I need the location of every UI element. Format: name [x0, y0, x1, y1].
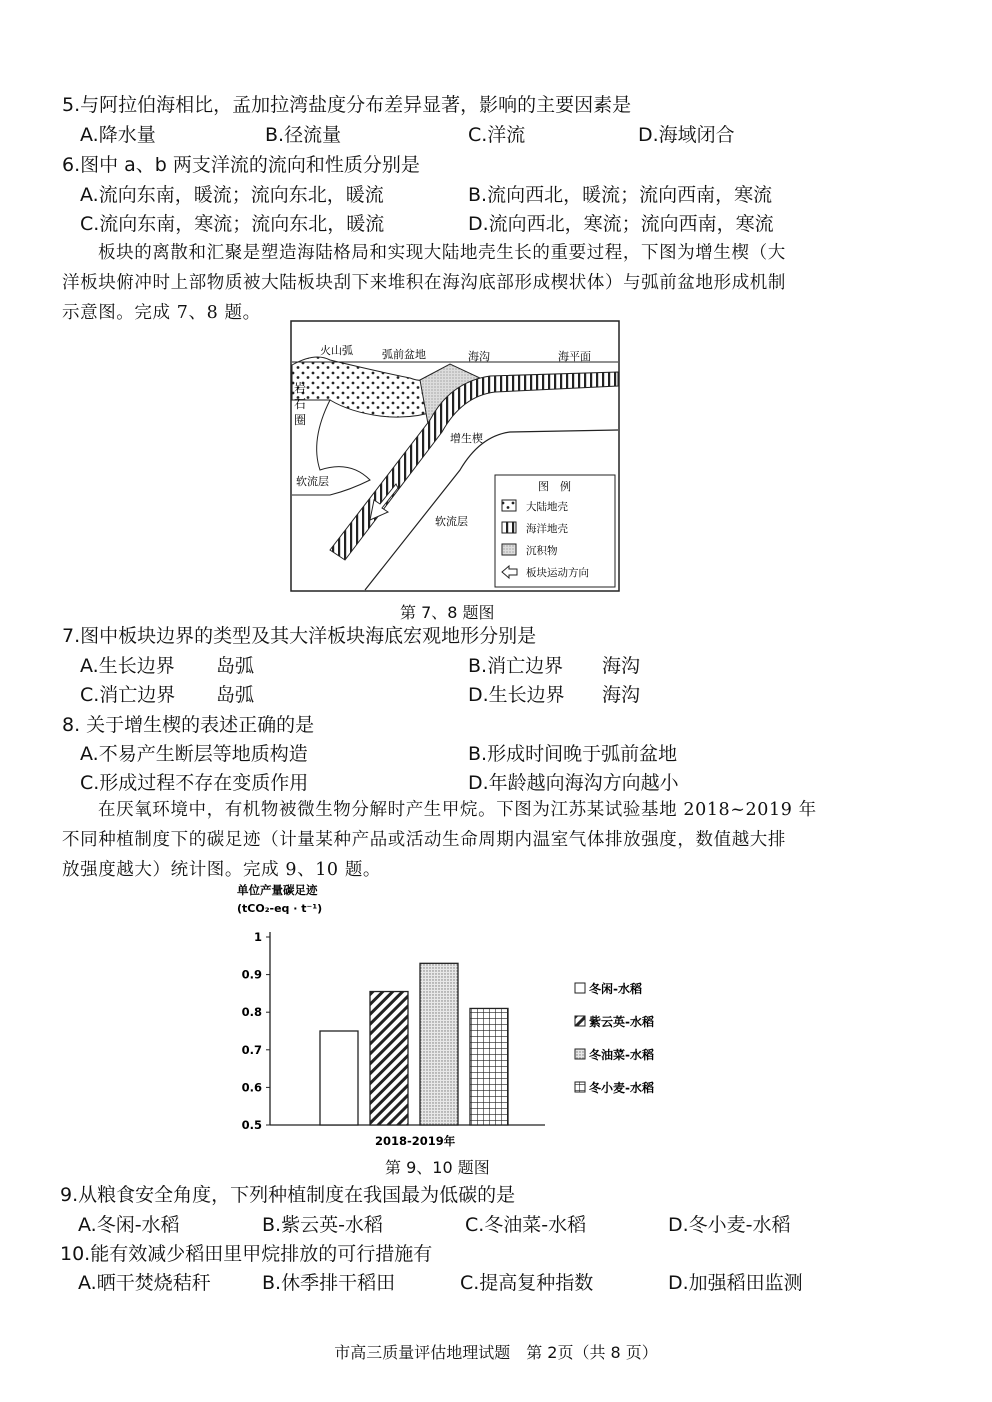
q7-b-landform: 海沟	[602, 655, 641, 677]
q7-option-a[interactable]	[80, 651, 255, 678]
q5-option-c[interactable]: C.洋流	[468, 124, 526, 146]
bar-2	[370, 992, 408, 1125]
bar-3	[420, 963, 458, 1125]
q6-option-c[interactable]: C.流向东南，寒流；流向东北，暖流	[80, 213, 385, 235]
legend-swatch-sediment	[502, 544, 516, 555]
intro-9-10-line: 放强度越大）统计图。完成 9、10 题。	[62, 860, 382, 880]
question-9-stem: 9.从粮食安全角度，下列种植制度在我国最为低碳的是	[60, 1184, 516, 1206]
intro-7-8-line: 板块的离散和汇聚是塑造海陆格局和实现大陆地壳生长的重要过程，下图为增生楔（大	[98, 243, 786, 263]
question-10-stem: 10.能有效减少稻田里甲烷排放的可行措施有	[60, 1243, 433, 1265]
q8-option-d[interactable]: D.年龄越向海沟方向越小	[468, 772, 679, 794]
y-tick-label: 0.5	[241, 1118, 262, 1132]
legend-label: 冬闲-水稻	[589, 982, 642, 996]
q6-option-b[interactable]: B.流向西北，暖流；流向西南，寒流	[468, 184, 773, 206]
chart-bars	[320, 963, 508, 1125]
q5-option-d[interactable]: D.海域闭合	[638, 124, 735, 146]
label-sea-level: 海平面	[558, 350, 591, 363]
legend-swatch	[575, 1049, 585, 1059]
legend-swatch	[575, 1016, 585, 1026]
q7-option-c[interactable]	[80, 680, 255, 707]
q9-option-b[interactable]: B.紫云英-水稻	[262, 1214, 383, 1236]
intro-7-8	[62, 238, 862, 328]
q9-option-a[interactable]: A.冬闲-水稻	[78, 1214, 180, 1236]
label-forearc-basin: 弧前盆地	[382, 348, 426, 361]
intro-9-10-line: 不同种植制度下的碳足迹（计量某种产品或活动生命周期内温室气体排放强度，数值越大排	[62, 830, 786, 850]
question-7-stem: 7.图中板块边界的类型及其大洋板块海底宏观地形分别是	[62, 625, 537, 647]
legend-item: 板块运动方向	[526, 567, 589, 579]
q5-option-a[interactable]: A.降水量	[80, 124, 156, 146]
q6-option-a[interactable]: A.流向东南，暖流；流向东北，暖流	[80, 184, 384, 206]
q6-option-d[interactable]: D.流向西北，寒流；流向西南，寒流	[468, 213, 774, 235]
bar-1	[320, 1031, 358, 1125]
y-tick-label: 1	[253, 930, 262, 944]
legend-title: 图 例	[538, 480, 571, 493]
intro-7-8-line: 洋板块俯冲时上部物质被大陆板块刮下来堆积在海沟底部形成楔状体）与弧前盆地形成机制	[62, 273, 786, 293]
q9-option-c[interactable]: C.冬油菜-水稻	[465, 1214, 587, 1236]
chart-xlabel: 2018-2019年	[375, 1134, 456, 1148]
label-trench: 海沟	[468, 350, 490, 363]
q7-a-boundary: A.生长边界	[80, 655, 175, 677]
chart-legend	[575, 981, 654, 1095]
legend-item: 沉积物	[526, 545, 558, 557]
question-5-stem: 5.与阿拉伯海相比，孟加拉湾盐度分布差异显著，影响的主要因素是	[62, 94, 632, 116]
page-footer: 市高三质量评估地理试题 第 2页（共 8 页）	[334, 1343, 658, 1362]
legend-label: 冬油菜-水稻	[589, 1048, 654, 1062]
q8-option-a[interactable]: A.不易产生断层等地质构造	[80, 743, 308, 765]
diagram-caption: 第 7、8 题图	[400, 603, 495, 622]
q7-d-boundary: D.生长边界	[468, 684, 565, 706]
label-volcanic-arc: 火山弧	[320, 344, 353, 357]
label-accretionary-wedge: 增生楔	[450, 432, 483, 445]
legend-label: 冬小麦-水稻	[589, 1081, 654, 1095]
q7-a-landform: 岛弧	[216, 655, 255, 677]
intro-9-10	[62, 795, 862, 885]
q10-option-c[interactable]: C.提高复种指数	[460, 1272, 594, 1294]
question-8-stem: 8. 关于增生楔的表述正确的是	[62, 714, 315, 736]
legend-label: 紫云英-水稻	[589, 1015, 654, 1029]
question-6-stem: 6.图中 a、b 两支洋流的流向和性质分别是	[62, 154, 420, 176]
chart-caption: 第 9、10 题图	[385, 1158, 490, 1177]
carbon-footprint-chart	[225, 880, 695, 1150]
q8-option-b[interactable]: B.形成时间晚于弧前盆地	[468, 743, 678, 765]
label-asthenosphere-left: 软流层	[296, 475, 329, 488]
intro-7-8-line: 示意图。完成 7、8 题。	[62, 303, 261, 323]
q7-b-boundary: B.消亡边界	[468, 655, 564, 677]
q7-c-landform: 岛弧	[216, 684, 255, 706]
label-lithosphere: 岩	[294, 381, 307, 395]
q5-option-b[interactable]: B.径流量	[265, 124, 342, 146]
intro-9-10-line: 在厌氧环境中，有机物被微生物分解时产生甲烷。下图为江苏某试验基地 2018~2019 年	[98, 800, 817, 820]
bar-4	[470, 1008, 508, 1125]
chart-yunit: (tCO₂-eq · t⁻¹)	[237, 902, 323, 915]
subduction-diagram	[290, 320, 620, 592]
label-asthenosphere-right: 软流层	[435, 515, 468, 528]
y-tick-label: 0.6	[241, 1080, 262, 1095]
q10-option-a[interactable]: A.晒干焚烧秸秆	[78, 1272, 211, 1294]
y-tick-label: 0.9	[241, 967, 262, 982]
label-lithosphere: 石	[294, 397, 307, 411]
q10-option-b[interactable]: B.休季排干稻田	[262, 1272, 396, 1294]
q8-option-c[interactable]: C.形成过程不存在变质作用	[80, 772, 309, 794]
y-tick-label: 0.7	[241, 1042, 262, 1057]
label-lithosphere: 圈	[294, 413, 307, 427]
legend-swatch	[575, 983, 585, 993]
q7-option-b[interactable]	[468, 651, 641, 678]
legend-swatch-continental	[502, 500, 516, 511]
legend-swatch-oceanic	[502, 522, 516, 533]
legend-item: 大陆地壳	[526, 501, 568, 513]
q7-c-boundary: C.消亡边界	[80, 684, 176, 706]
q10-option-d[interactable]: D.加强稻田监测	[668, 1272, 803, 1294]
q7-d-landform: 海沟	[602, 684, 641, 706]
q9-option-d[interactable]: D.冬小麦-水稻	[668, 1214, 791, 1236]
legend-swatch	[575, 1082, 585, 1092]
q7-option-d[interactable]	[468, 680, 641, 707]
legend-item: 海洋地壳	[526, 523, 568, 535]
y-tick-label: 0.8	[241, 1005, 262, 1020]
chart-ylabel: 单位产量碳足迹	[237, 883, 318, 897]
